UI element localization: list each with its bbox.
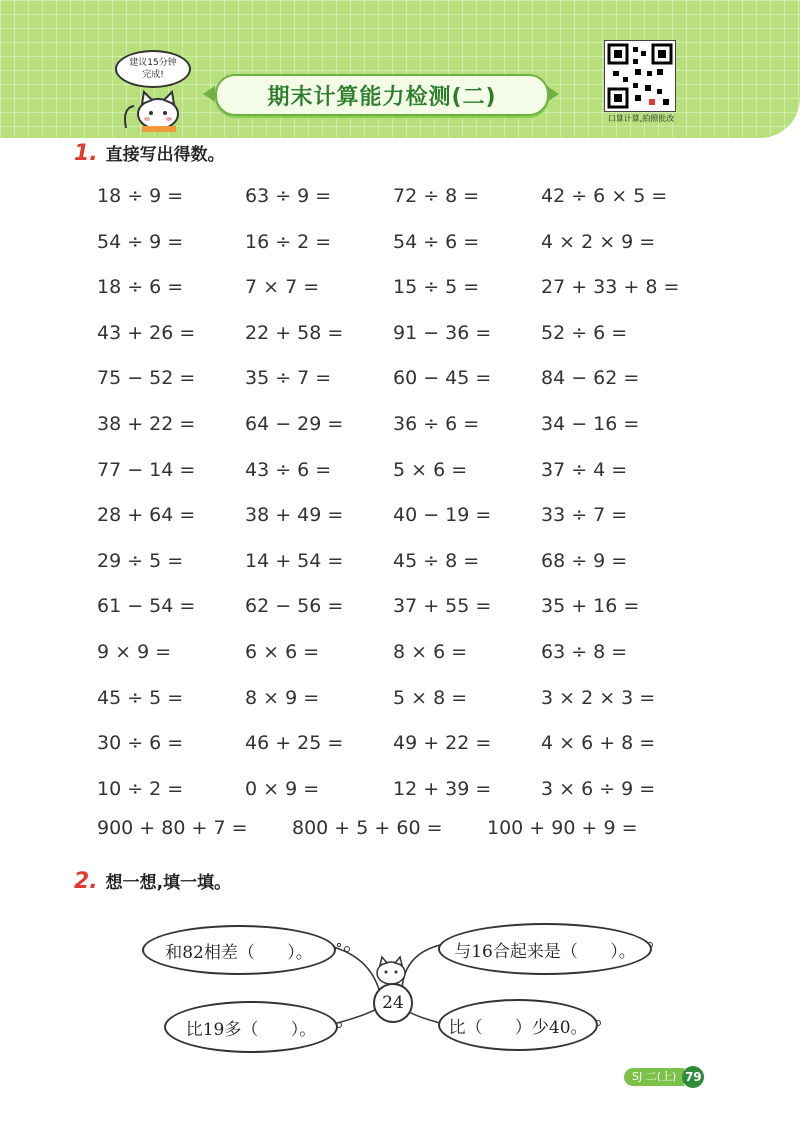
- qr-caption: 口算计算,拍照批改: [607, 114, 675, 123]
- problem-item: 84 − 62 =: [541, 367, 640, 390]
- bubble-top-left: [142, 925, 336, 975]
- section-2-title: 想一想,填一填。: [105, 873, 232, 893]
- problem-item: 54 ÷ 6 =: [393, 230, 480, 253]
- problem-item: 37 ÷ 4 =: [541, 458, 628, 481]
- problem-item: 63 ÷ 8 =: [541, 640, 628, 663]
- page-footer: [624, 1068, 704, 1086]
- problem-item: 35 + 16 =: [541, 595, 640, 618]
- problem-item: 8 × 9 =: [245, 686, 320, 709]
- bubble-bottom-left: [164, 1001, 338, 1053]
- section-2-number: 2.: [74, 869, 98, 894]
- problem-item: 60 − 45 =: [393, 367, 492, 390]
- title-banner: [215, 74, 549, 116]
- problem-item: 72 ÷ 8 =: [393, 185, 480, 207]
- problem-item: 45 ÷ 5 =: [97, 686, 184, 709]
- bubble-bottom-right: [438, 999, 598, 1051]
- center-number: 24: [373, 983, 413, 1023]
- problem-item: 7 × 7 =: [245, 276, 320, 299]
- problem-item: 52 ÷ 6 =: [541, 321, 628, 344]
- bubble-bottom-left-text: 比19多（ ）。: [185, 1019, 317, 1040]
- speech-line-1: 建议15分钟: [129, 58, 177, 68]
- problem-item: 37 + 55 =: [393, 595, 492, 618]
- problem-item: 33 ÷ 7 =: [541, 504, 628, 527]
- problem-item: 61 − 54 =: [97, 595, 196, 618]
- section-2-heading: [74, 868, 231, 894]
- problem-item: 35 ÷ 7 =: [245, 367, 332, 390]
- problem-item: 63 ÷ 9 =: [245, 185, 332, 207]
- banner-tip-left: [203, 86, 215, 102]
- problem-item: 100 + 90 + 9 =: [487, 817, 638, 839]
- problem-item: 77 − 14 =: [97, 458, 196, 481]
- problem-item: 28 + 64 =: [97, 504, 196, 527]
- edition-label: SJ 二(上): [624, 1068, 684, 1086]
- problem-item: 12 + 39 =: [393, 777, 492, 800]
- qr-code-icon[interactable]: [604, 40, 676, 112]
- problem-item: 38 + 49 =: [245, 504, 344, 527]
- problem-item: 27 + 33 + 8 =: [541, 276, 680, 299]
- speech-line-2: 完成!: [142, 70, 164, 80]
- problem-grid: [97, 174, 717, 812]
- problem-item: 40 − 19 =: [393, 504, 492, 527]
- section-1-title: 直接写出得数。: [105, 145, 225, 165]
- problem-item: 62 − 56 =: [245, 595, 344, 618]
- problem-item: 43 ÷ 6 =: [245, 458, 332, 481]
- problem-item: 800 + 5 + 60 =: [292, 817, 443, 839]
- problem-item: 46 + 25 =: [245, 732, 344, 755]
- problem-item: 30 ÷ 6 =: [97, 732, 184, 755]
- problem-item: 3 × 2 × 3 =: [541, 686, 656, 709]
- bubble-bottom-right-text: 比（ ）少40。: [448, 1017, 588, 1038]
- problem-item: 5 × 8 =: [393, 686, 468, 709]
- problem-item: 16 ÷ 2 =: [245, 230, 332, 253]
- problem-item: 36 ÷ 6 =: [393, 412, 480, 435]
- problem-item: 22 + 58 =: [245, 321, 344, 344]
- problem-item: 45 ÷ 8 =: [393, 549, 480, 572]
- problem-last-row: [97, 817, 717, 839]
- problem-item: 34 − 16 =: [541, 412, 640, 435]
- number-relation-diagram: [140, 915, 660, 1055]
- section-1-heading: [74, 140, 225, 166]
- problem-item: 10 ÷ 2 =: [97, 777, 184, 800]
- problem-item: 8 × 6 =: [393, 640, 468, 663]
- problem-item: 4 × 2 × 9 =: [541, 230, 656, 253]
- problem-item: 29 ÷ 5 =: [97, 549, 184, 572]
- bubble-top-right-text: 与16合起来是（ ）。: [454, 941, 636, 962]
- problem-item: 5 × 6 =: [393, 458, 468, 481]
- problem-item: 38 + 22 =: [97, 412, 196, 435]
- problem-item: 54 ÷ 9 =: [97, 230, 184, 253]
- problem-item: 68 ÷ 9 =: [541, 549, 628, 572]
- problem-item: 3 × 6 ÷ 9 =: [541, 777, 656, 800]
- problem-item: 49 + 22 =: [393, 732, 492, 755]
- section-1-number: 1.: [74, 141, 98, 166]
- problem-item: 42 ÷ 6 × 5 =: [541, 185, 668, 207]
- problem-item: 4 × 6 + 8 =: [541, 732, 656, 755]
- problem-item: 91 − 36 =: [393, 321, 492, 344]
- page-number: 79: [682, 1066, 704, 1088]
- problem-item: 900 + 80 + 7 =: [97, 817, 248, 839]
- problem-item: 6 × 6 =: [245, 640, 320, 663]
- problem-item: 43 + 26 =: [97, 321, 196, 344]
- problem-item: 18 ÷ 6 =: [97, 276, 184, 299]
- speech-bubble: [115, 50, 191, 88]
- problem-item: 0 × 9 =: [245, 777, 320, 800]
- bubble-top-right: [438, 923, 652, 975]
- problem-item: 18 ÷ 9 =: [97, 185, 184, 207]
- problem-item: 15 ÷ 5 =: [393, 276, 480, 299]
- cat-mascot-icon: [120, 88, 190, 132]
- bubble-top-left-text: 和82相差（ ）。: [165, 942, 313, 963]
- problem-item: 64 − 29 =: [245, 412, 344, 435]
- problem-item: 9 × 9 =: [97, 640, 172, 663]
- problem-item: 14 + 54 =: [245, 549, 344, 572]
- page-title: 期末计算能力检测(二): [267, 84, 497, 110]
- problem-item: 75 − 52 =: [97, 367, 196, 390]
